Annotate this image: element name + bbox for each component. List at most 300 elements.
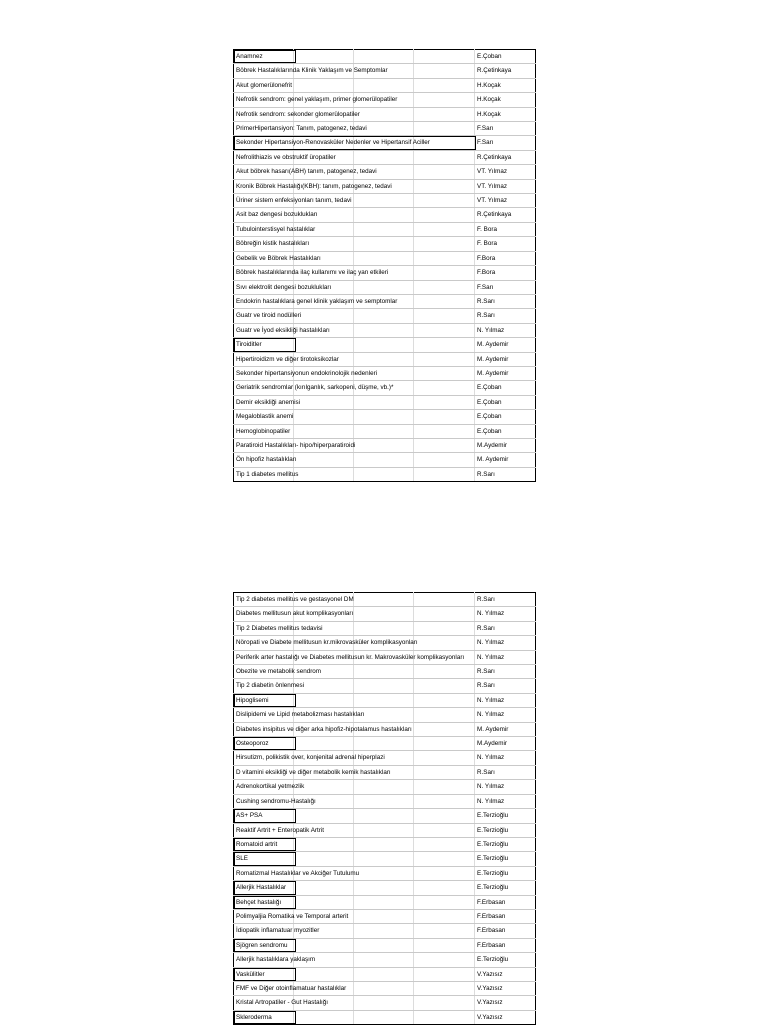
table-row [234,194,536,208]
empty-cell[interactable] [414,751,475,765]
empty-cell[interactable] [354,1010,414,1024]
empty-cell[interactable] [414,280,475,294]
doctor-name: M. Aydemir [477,725,509,733]
doctor-cell[interactable] [475,938,536,952]
topic-cell[interactable] [234,179,392,193]
topic-cell[interactable] [234,751,385,765]
empty-cell[interactable] [294,395,354,409]
empty-cell[interactable] [354,866,414,880]
empty-cell[interactable] [414,165,475,179]
topic-text: Hirsutizm, polikistik over, konjenital adrenal hiperplazi [236,754,385,762]
empty-cell[interactable] [414,866,475,880]
doctor-cell[interactable] [475,837,536,851]
topic-cell[interactable] [234,237,310,251]
doctor-name: R.Sarı [477,668,495,676]
doctor-cell[interactable] [475,251,536,265]
topic-cell[interactable] [234,737,294,751]
empty-cell[interactable] [414,722,475,736]
empty-cell[interactable] [354,895,414,909]
empty-cell[interactable] [414,266,475,280]
topic-cell[interactable] [234,780,305,794]
empty-cell[interactable] [414,895,475,909]
doctor-name: M. Aydemir [477,341,509,349]
topic-cell[interactable] [234,122,367,136]
topic-cell[interactable] [234,50,294,64]
topic-text: Sekonder Hipertansiyon-Renovasküler Nedenler ve Hipertansif Aciller [236,139,430,147]
empty-cell[interactable] [414,967,475,981]
empty-cell[interactable] [294,938,354,952]
topic-cell[interactable] [234,693,294,707]
table-row [234,722,536,736]
empty-cell[interactable] [354,78,414,92]
doctor-cell[interactable] [475,438,536,452]
empty-cell[interactable] [414,64,475,78]
empty-cell[interactable] [294,424,354,438]
doctor-cell[interactable] [475,222,536,236]
empty-cell[interactable] [354,679,414,693]
empty-cell[interactable] [414,78,475,92]
table-row [234,266,536,280]
empty-cell[interactable] [294,78,354,92]
doctor-cell[interactable] [475,266,536,280]
empty-cell[interactable] [414,881,475,895]
doctor-cell[interactable] [475,852,536,866]
doctor-cell[interactable] [475,607,536,621]
empty-cell[interactable] [414,93,475,107]
doctor-cell[interactable] [475,794,536,808]
empty-cell[interactable] [294,453,354,467]
doctor-cell[interactable] [475,996,536,1010]
empty-cell[interactable] [414,981,475,995]
topic-cell[interactable] [234,996,329,1010]
topic-cell[interactable] [234,621,323,635]
empty-cell[interactable] [414,953,475,967]
doctor-cell[interactable] [475,981,536,995]
doctor-cell[interactable] [475,395,536,409]
empty-cell[interactable] [414,107,475,121]
doctor-cell[interactable] [475,280,536,294]
empty-cell[interactable] [414,208,475,222]
empty-cell[interactable] [354,953,414,967]
empty-cell[interactable] [354,837,414,851]
empty-cell[interactable] [414,179,475,193]
topic-cell[interactable] [234,366,378,380]
empty-cell[interactable] [294,309,354,323]
topic-text: Reaktif Artrit + Enteropatik Artrit [236,826,325,834]
table-row [234,665,536,679]
empty-cell[interactable] [414,996,475,1010]
empty-cell[interactable] [414,780,475,794]
table-row [234,165,536,179]
topic-cell[interactable] [234,708,365,722]
empty-cell[interactable] [414,467,475,481]
doctor-cell[interactable] [475,679,536,693]
doctor-cell[interactable] [475,453,536,467]
empty-cell[interactable] [414,665,475,679]
empty-cell[interactable] [354,607,414,621]
topic-cell[interactable] [234,381,394,395]
empty-cell[interactable] [414,395,475,409]
topic-cell[interactable] [234,338,294,352]
doctor-cell[interactable] [475,593,536,607]
doctor-cell[interactable] [475,309,536,323]
empty-cell[interactable] [354,453,414,467]
topic-cell[interactable] [234,438,356,452]
empty-cell[interactable] [294,338,354,352]
topic-text: Behçet hastalığı [236,898,282,906]
empty-cell[interactable] [414,693,475,707]
doctor-name: R.Sarı [477,768,495,776]
empty-cell[interactable] [414,607,475,621]
doctor-cell[interactable] [475,179,536,193]
topic-cell[interactable] [234,150,336,164]
doctor-name: N. Yılmaz [477,754,505,762]
doctor-cell[interactable] [475,136,536,150]
topic-cell[interactable] [234,194,352,208]
table-row [234,823,536,837]
doctor-cell[interactable] [475,338,536,352]
doctor-cell[interactable] [475,424,536,438]
doctor-cell[interactable] [475,122,536,136]
table-row [234,708,536,722]
empty-cell[interactable] [354,395,414,409]
empty-cell[interactable] [414,352,475,366]
table-row [234,237,536,251]
table-row [234,909,536,923]
empty-cell[interactable] [294,467,354,481]
topic-text: AS+ PSA [236,812,263,820]
empty-cell[interactable] [354,309,414,323]
doctor-cell[interactable] [475,381,536,395]
doctor-cell[interactable] [475,924,536,938]
doctor-name: M. Aydemir [477,369,509,377]
empty-cell[interactable] [414,938,475,952]
empty-cell[interactable] [294,967,354,981]
empty-cell[interactable] [354,621,414,635]
doctor-cell[interactable] [475,208,536,222]
empty-cell[interactable] [294,895,354,909]
doctor-name: F. Bora [477,225,497,233]
topic-cell[interactable] [234,794,316,808]
topic-cell[interactable] [234,981,347,995]
topic-cell[interactable] [234,309,302,323]
topic-cell[interactable] [234,352,339,366]
empty-cell[interactable] [354,665,414,679]
topic-text: Skleroderma [236,1013,272,1021]
empty-cell[interactable] [414,381,475,395]
empty-cell[interactable] [414,636,475,650]
empty-cell[interactable] [354,938,414,952]
topic-cell[interactable] [234,93,398,107]
empty-cell[interactable] [354,593,414,607]
doctor-cell[interactable] [475,636,536,650]
empty-cell[interactable] [354,909,414,923]
doctor-cell[interactable] [475,895,536,909]
topic-cell[interactable] [234,410,294,424]
doctor-cell[interactable] [475,64,536,78]
topic-cell[interactable] [234,607,354,621]
empty-cell[interactable] [354,852,414,866]
topic-cell[interactable] [234,953,316,967]
empty-cell[interactable] [294,50,354,64]
table-row [234,381,536,395]
table-row [234,837,536,851]
empty-cell[interactable] [414,837,475,851]
doctor-cell[interactable] [475,467,536,481]
empty-cell[interactable] [414,50,475,64]
empty-cell[interactable] [414,323,475,337]
empty-cell[interactable] [354,693,414,707]
topic-cell[interactable] [234,895,294,909]
topic-cell[interactable] [234,78,294,92]
doctor-cell[interactable] [475,809,536,823]
topic-cell[interactable] [234,924,320,938]
empty-cell[interactable] [414,410,475,424]
doctor-name: E.Çoban [477,53,502,60]
topic-text: Adrenokortikal yetmezlik [236,783,305,791]
empty-cell[interactable] [414,237,475,251]
empty-cell[interactable] [354,237,414,251]
topic-text: Böbrek hastalıklarında ilaç kullanımı ve ilaç yan etkileri [236,269,389,277]
empty-cell[interactable] [354,996,414,1010]
empty-cell[interactable] [354,809,414,823]
doctor-name: N. Yılmaz [477,696,505,704]
empty-cell[interactable] [354,981,414,995]
doctor-cell[interactable] [475,823,536,837]
empty-cell[interactable] [414,794,475,808]
empty-cell[interactable] [294,881,354,895]
topic-cell[interactable] [234,967,294,981]
empty-cell[interactable] [354,424,414,438]
empty-cell[interactable] [354,823,414,837]
doctor-cell[interactable] [475,693,536,707]
topic-cell[interactable] [234,722,412,736]
empty-cell[interactable] [294,837,354,851]
topic-cell[interactable] [234,679,305,693]
topic-text: Allerjik hastalıklara yaklaşım [236,956,316,964]
table-row [234,438,536,452]
topic-text: Megaloblastik anemi [236,413,294,421]
table-row [234,122,536,136]
doctor-cell[interactable] [475,410,536,424]
topic-cell[interactable] [234,938,294,952]
empty-cell[interactable] [414,1010,475,1024]
doctor-cell[interactable] [475,722,536,736]
topic-cell[interactable] [234,765,391,779]
empty-cell[interactable] [414,909,475,923]
doctor-cell[interactable] [475,294,536,308]
topic-text: Üriner sistem enfeksiyonları tanım, tedavi [236,197,352,205]
empty-cell[interactable] [414,309,475,323]
empty-cell[interactable] [414,222,475,236]
empty-cell[interactable] [294,693,354,707]
topic-cell[interactable] [234,251,321,265]
empty-cell[interactable] [414,294,475,308]
doctor-cell[interactable] [475,107,536,121]
topic-cell[interactable] [234,837,294,851]
topic-text: Guatr ve İyod eksikliği hastalıkları [236,326,330,334]
topic-cell[interactable] [234,650,465,664]
empty-cell[interactable] [414,737,475,751]
empty-cell[interactable] [414,251,475,265]
empty-cell[interactable] [414,338,475,352]
doctor-cell[interactable] [475,150,536,164]
topic-text: Hipoglisemi [236,696,269,704]
topic-cell[interactable] [234,222,316,236]
topic-cell[interactable] [234,424,294,438]
doctor-cell[interactable] [475,1010,536,1024]
doctor-cell[interactable] [475,765,536,779]
empty-cell[interactable] [354,924,414,938]
empty-cell[interactable] [354,467,414,481]
topic-text: Periferik arter hastalığı ve Diabetes mellitusun kr. Makrovasküler komplikasyonları [236,653,465,661]
empty-cell[interactable] [414,194,475,208]
table-row [234,222,536,236]
doctor-cell[interactable] [475,780,536,794]
doctor-cell[interactable] [475,78,536,92]
topic-cell[interactable] [234,665,322,679]
topic-text: Nöropati ve Diabete mellitusun kr.mikrovasküler komplikasyonları [236,639,418,647]
doctor-name: M.Aydemir [477,740,507,748]
empty-cell[interactable] [354,967,414,981]
table-row [234,866,536,880]
topic-cell[interactable] [234,64,388,78]
empty-cell[interactable] [294,410,354,424]
doctor-cell[interactable] [475,737,536,751]
empty-cell[interactable] [294,852,354,866]
empty-cell[interactable] [354,780,414,794]
empty-cell[interactable] [354,410,414,424]
empty-cell[interactable] [414,453,475,467]
empty-cell[interactable] [414,593,475,607]
doctor-cell[interactable] [475,352,536,366]
table-row [234,78,536,92]
doctor-cell[interactable] [475,366,536,380]
topic-cell[interactable] [234,280,332,294]
table-row [234,938,536,952]
topic-cell[interactable] [234,294,398,308]
doctor-cell[interactable] [475,909,536,923]
topic-cell[interactable] [234,909,349,923]
empty-cell[interactable] [414,924,475,938]
empty-cell[interactable] [294,809,354,823]
doctor-name: E.Terzioğlu [477,840,509,848]
table-row [234,64,536,78]
empty-cell[interactable] [414,366,475,380]
topic-text: Geriatrik sendromlar (kırılganlık, sarkopeni, düşme, vb.)* [236,384,394,392]
topic-text: Tip 1 diabetes mellitus [236,470,299,478]
doctor-name: N. Yılmaz [477,653,505,661]
topic-cell[interactable] [234,593,354,607]
empty-cell[interactable] [354,323,414,337]
empty-cell[interactable] [354,737,414,751]
topic-cell[interactable] [234,881,294,895]
doctor-cell[interactable] [475,237,536,251]
empty-cell[interactable] [354,280,414,294]
empty-cell[interactable] [354,338,414,352]
topic-cell[interactable] [234,1010,294,1024]
table-row [234,150,536,164]
doctor-cell[interactable] [475,751,536,765]
empty-cell[interactable] [414,150,475,164]
empty-cell[interactable] [414,809,475,823]
doctor-cell[interactable] [475,967,536,981]
topic-cell[interactable] [234,823,325,837]
topic-cell[interactable] [234,636,418,650]
empty-cell[interactable] [294,1010,354,1024]
doctor-cell[interactable] [475,866,536,880]
empty-cell[interactable] [414,708,475,722]
topic-cell[interactable] [234,165,377,179]
doctor-cell[interactable] [475,953,536,967]
doctor-cell[interactable] [475,50,536,64]
topic-cell[interactable] [234,323,330,337]
empty-cell[interactable] [414,823,475,837]
doctor-cell[interactable] [475,621,536,635]
doctor-cell[interactable] [475,708,536,722]
topic-cell[interactable] [234,208,318,222]
topic-cell[interactable] [234,852,294,866]
table-row [234,737,536,751]
doctor-name: N. Yılmaz [477,797,505,805]
topic-cell[interactable] [234,866,360,880]
topic-cell[interactable] [234,136,430,150]
topic-cell[interactable] [234,809,294,823]
empty-cell[interactable] [354,794,414,808]
empty-cell[interactable] [354,194,414,208]
topic-cell[interactable] [234,467,299,481]
topic-cell[interactable] [234,266,389,280]
empty-cell[interactable] [414,122,475,136]
empty-cell[interactable] [354,881,414,895]
doctor-cell[interactable] [475,881,536,895]
empty-cell[interactable] [354,208,414,222]
doctor-cell[interactable] [475,194,536,208]
empty-cell[interactable] [414,765,475,779]
table-row [234,50,536,64]
empty-cell[interactable] [294,737,354,751]
empty-cell[interactable] [414,424,475,438]
table-row [234,967,536,981]
empty-cell[interactable] [354,150,414,164]
doctor-name: F.Erbasan [477,898,506,906]
empty-cell[interactable] [414,621,475,635]
doctor-cell[interactable] [475,93,536,107]
doctor-cell[interactable] [475,323,536,337]
topic-cell[interactable] [234,395,301,409]
empty-cell[interactable] [354,352,414,366]
table-row [234,780,536,794]
empty-cell[interactable] [354,438,414,452]
doctor-cell[interactable] [475,665,536,679]
empty-cell[interactable] [354,222,414,236]
topic-cell[interactable] [234,107,360,121]
doctor-name: N. Yılmaz [477,610,505,618]
topic-cell[interactable] [234,453,297,467]
doctor-name: N. Yılmaz [477,326,505,334]
empty-cell[interactable] [414,438,475,452]
empty-cell[interactable] [354,251,414,265]
doctor-name: R.Çetinkaya [477,211,512,219]
doctor-cell[interactable] [475,650,536,664]
empty-cell[interactable] [414,852,475,866]
doctor-cell[interactable] [475,165,536,179]
empty-cell[interactable] [354,50,414,64]
empty-cell[interactable] [414,679,475,693]
table-row [234,1010,536,1024]
empty-cell[interactable] [354,107,414,121]
doctor-name: M. Aydemir [477,355,509,363]
